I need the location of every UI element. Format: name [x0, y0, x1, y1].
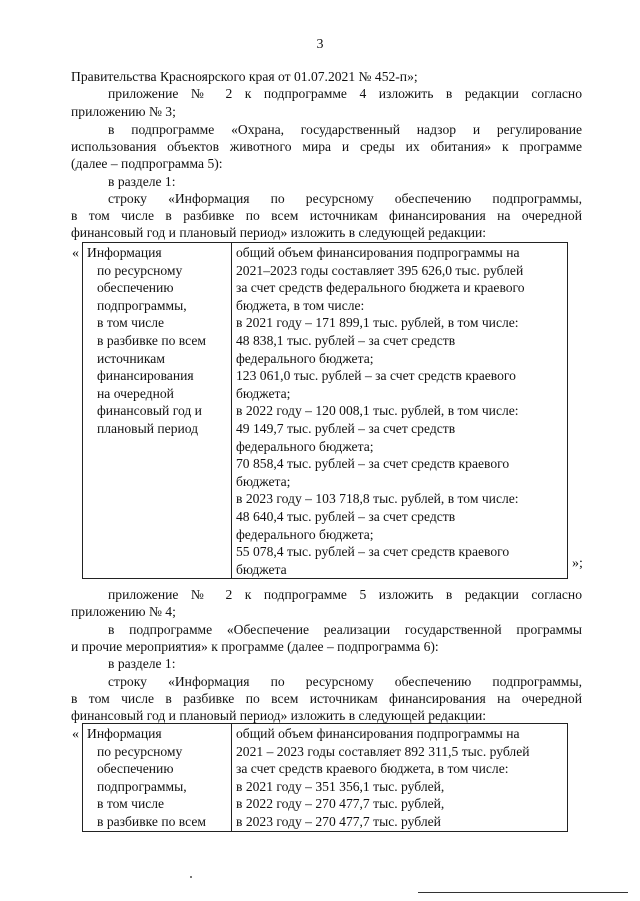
table1-right-line: бюджета;	[236, 385, 291, 401]
table1-right-line: 48 640,4 тыс. рублей – за счет средств	[236, 508, 456, 524]
table1-right-line: в 2023 году – 103 718,8 тыс. рублей, в том числе:	[236, 491, 519, 507]
table1-right-line: федерального бюджета;	[236, 350, 374, 366]
table1-right-line: бюджета;	[236, 473, 291, 489]
table1-left-line: в разбивке по всем	[97, 332, 206, 348]
table2-left-line: Информация	[87, 726, 162, 741]
paragraph-line: в подпрограмме «Охрана, государственный надзор и регулирование	[108, 122, 582, 137]
table1-left-line: на очередной	[97, 385, 174, 401]
table1-left-cell	[83, 243, 232, 579]
table1-right-line: 123 061,0 тыс. рублей – за счет средств краевого	[236, 368, 516, 384]
footer-rule	[418, 892, 628, 893]
table1-left-line: Информация	[87, 245, 162, 260]
table2-right-cell	[232, 724, 568, 832]
table1-right-line: общий объем финансирования подпрограммы на	[236, 245, 520, 260]
table1-right-line: 49 149,7 тыс. рублей – за счет средств	[236, 420, 456, 436]
paragraph-line: в разделе 1:	[108, 174, 176, 189]
table1-right-line: федерального бюджета;	[236, 438, 374, 454]
paragraph-line: приложению № 3;	[71, 104, 176, 119]
paragraph-line: в подпрограмме «Обеспечение реализации государственной программы	[108, 622, 582, 637]
table1-left-line: плановый период	[97, 420, 199, 436]
table2-left-line: в том числе	[97, 796, 165, 812]
table1-close-quote: »;	[572, 556, 583, 571]
table2-left-line: по ресурсному	[97, 743, 183, 759]
table2-right-line: в 2023 году – 270 477,7 тыс. рублей	[236, 813, 441, 829]
table1-right-line: 70 858,4 тыс. рублей – за счет средств краевого	[236, 456, 510, 472]
paragraph-line: финансовый год и плановый период» изложить в следующей редакции:	[71, 708, 487, 723]
table2-left-line: обеспечению	[97, 761, 174, 777]
paragraph-line: в том числе в разбивке по всем источникам финансирования на очередной	[71, 208, 582, 223]
table1-left-line: источникам	[97, 350, 165, 366]
table2-open-quote: «	[72, 727, 79, 742]
table1-left-line: финансовый год и	[97, 403, 202, 419]
resource-info-table-2	[82, 723, 568, 832]
paragraph-line: приложению № 4;	[71, 604, 176, 619]
table1-right-line: бюджета	[236, 561, 287, 577]
table1-left-line: финансирования	[97, 368, 194, 384]
table1-left-line: подпрограммы,	[97, 297, 187, 313]
table1-right-line: за счет средств федерального бюджета и краевого	[236, 280, 525, 296]
paragraph-line: использования объектов животного мира и среды их обитания» к программе	[71, 139, 582, 154]
table2-right-line: в 2021 году – 351 356,1 тыс. рублей,	[236, 778, 445, 794]
scan-speck	[190, 876, 192, 878]
paragraph-line: приложение № 2 к подпрограмме 5 изложить в редакции согласно	[108, 587, 582, 602]
table1-right-line: бюджета, в том числе:	[236, 297, 365, 313]
resource-info-table-1	[82, 242, 568, 579]
paragraph-line: финансовый год и плановый период» изложить в следующей редакции:	[71, 225, 487, 240]
table1-right-cell	[232, 243, 568, 579]
table1-right-line: федерального бюджета;	[236, 526, 374, 542]
table1-right-line: в 2022 году – 120 008,1 тыс. рублей, в том числе:	[236, 403, 519, 419]
table2-right-line: общий объем финансирования подпрограммы на	[236, 726, 520, 741]
table2-right-line: 2021 – 2023 годы составляет 892 311,5 тыс. рублей	[236, 743, 530, 759]
page-number: 3	[316, 37, 324, 52]
paragraph-line: приложение № 2 к подпрограмме 4 изложить в редакции согласно	[108, 86, 582, 101]
table1-right-line: 2021–2023 годы составляет 395 626,0 тыс. рублей	[236, 262, 524, 278]
table2-right-line: за счет средств краевого бюджета, в том числе:	[236, 761, 509, 777]
table1-open-quote: «	[72, 246, 79, 261]
table1-left-line: обеспечению	[97, 280, 174, 296]
paragraph-line: и прочие мероприятия» к программе (далее – подпрограмма 6):	[71, 639, 439, 654]
table2-left-cell	[83, 724, 232, 832]
table2-right-line: в 2022 году – 270 477,7 тыс. рублей,	[236, 796, 445, 812]
table1-right-line: в 2021 году – 171 899,1 тыс. рублей, в том числе:	[236, 315, 519, 331]
table2-left-line: подпрограммы,	[97, 778, 187, 794]
table1-right-line: 55 078,4 тыс. рублей – за счет средств краевого	[236, 544, 510, 560]
paragraph-line: строку «Информация по ресурсному обеспечению подпрограммы,	[108, 191, 582, 206]
paragraph-line: Правительства Красноярского края от 01.07.2021 № 452-п»;	[71, 69, 418, 84]
paragraph-line: в том числе в разбивке по всем источникам финансирования на очередной	[71, 691, 582, 706]
table1-left-line: в том числе	[97, 315, 165, 331]
paragraph-line: (далее – подпрограмма 5):	[71, 156, 223, 171]
table1-right-line: 48 838,1 тыс. рублей – за счет средств	[236, 332, 456, 348]
table1-left-line: по ресурсному	[97, 262, 183, 278]
paragraph-line: строку «Информация по ресурсному обеспечению подпрограммы,	[108, 674, 582, 689]
paragraph-line: в разделе 1:	[108, 656, 176, 671]
table2-left-line: в разбивке по всем	[97, 813, 206, 829]
